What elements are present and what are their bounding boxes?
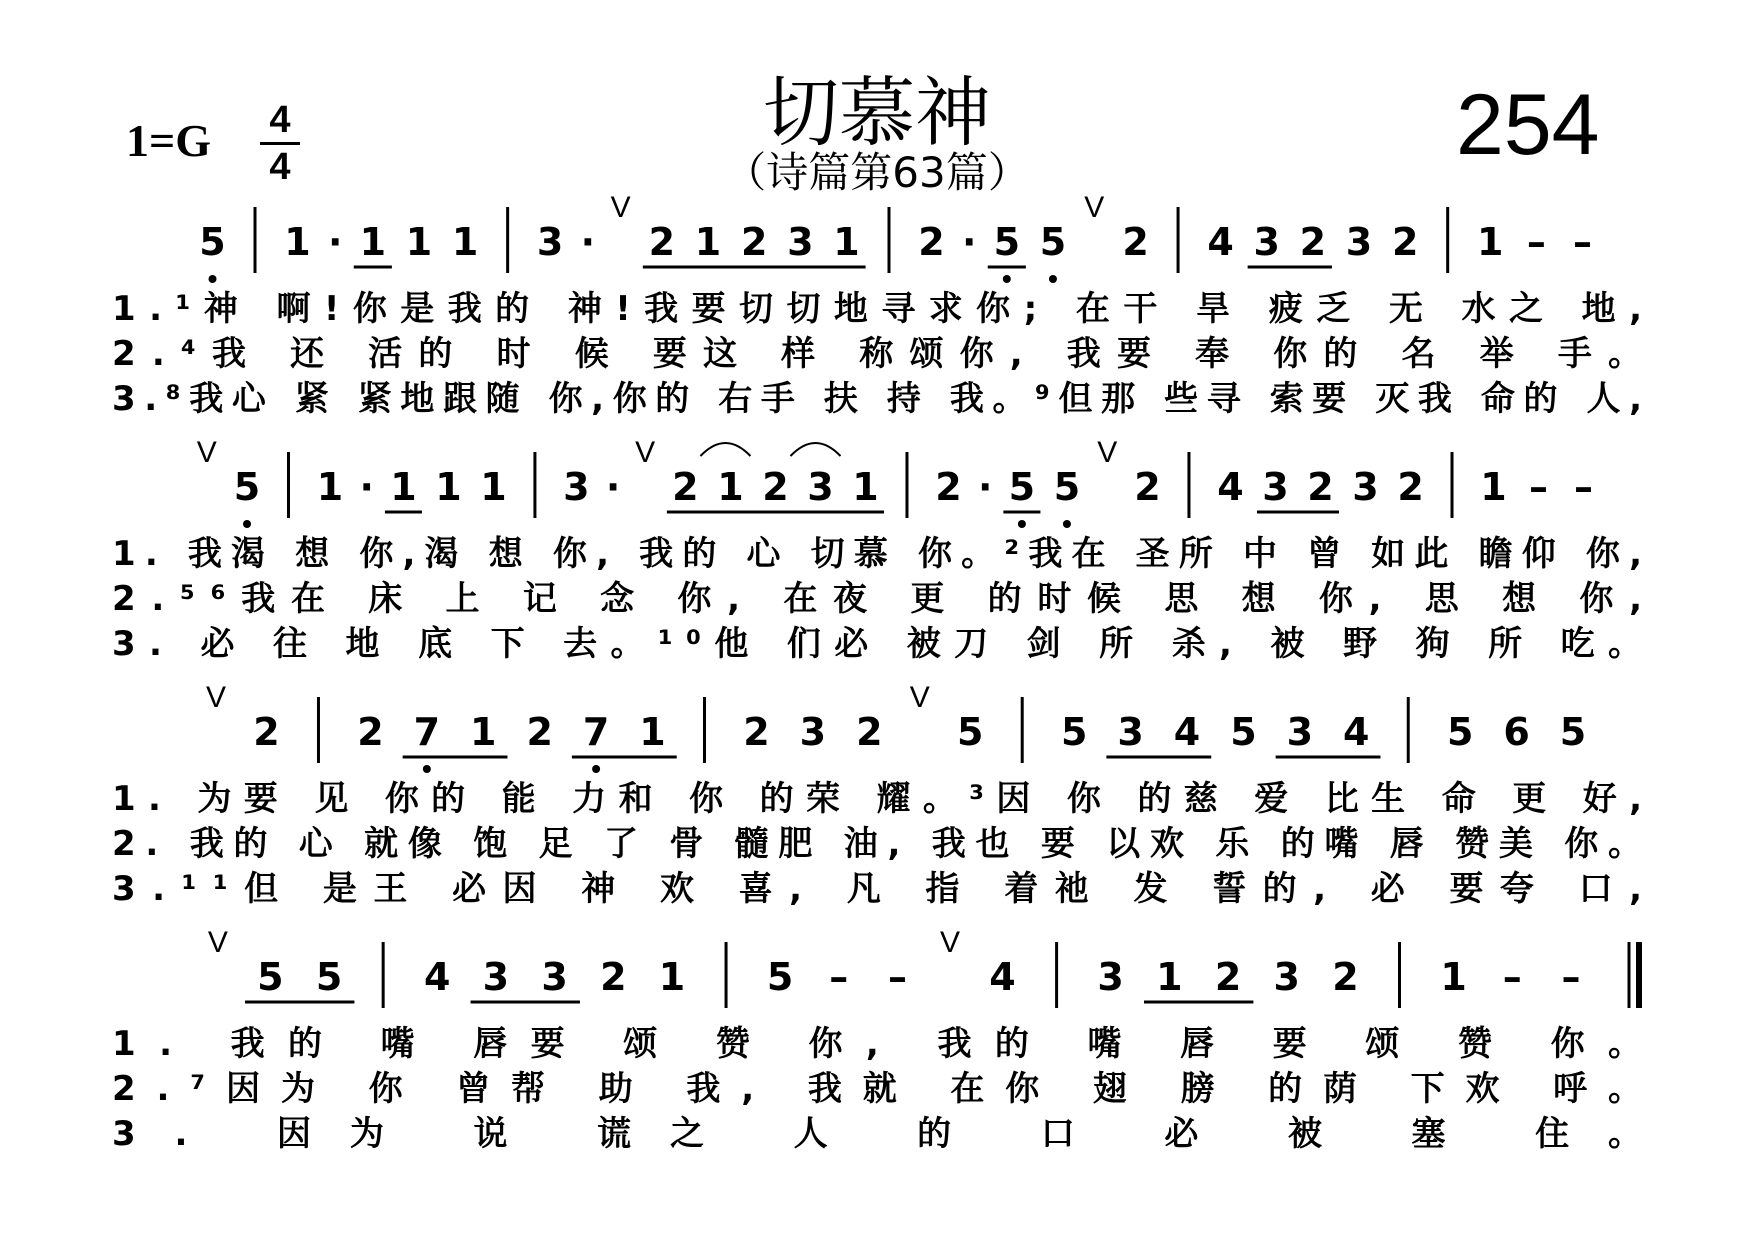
note: 2 <box>253 710 280 754</box>
song-title: 切慕神 <box>763 68 991 157</box>
note: 2 <box>740 220 768 264</box>
dash-mark: – <box>1574 465 1594 509</box>
dash-mark: – <box>1526 220 1546 264</box>
note: 1 <box>1476 220 1504 264</box>
note: 1 <box>852 465 879 509</box>
note: 1 <box>284 220 311 264</box>
note: 1 <box>359 220 387 264</box>
note: 4 <box>1207 220 1234 264</box>
dot-mark: · <box>977 465 993 509</box>
note: 3 <box>541 955 568 999</box>
dash-mark: – <box>1572 220 1592 264</box>
note: 7 <box>582 710 610 754</box>
note: 1 <box>435 465 462 509</box>
octave-dot <box>423 765 431 773</box>
dash-mark: – <box>1502 955 1522 999</box>
breath-mark: V <box>1097 436 1118 469</box>
lyric-line: 1. 我渴 想 你,渴 想 你, 我的 心 切慕 你。²我在 圣所 中 曾 如此 瞻仰 你, <box>112 534 1642 574</box>
note: 2 <box>600 955 627 999</box>
note: 5 <box>993 220 1021 264</box>
note: 2 <box>918 220 945 264</box>
note: 5 <box>257 955 284 999</box>
note: 5 <box>1559 710 1587 754</box>
note: 2 <box>1214 955 1242 999</box>
note: 2 <box>648 220 676 264</box>
note: 5 <box>233 465 261 509</box>
note: 5 <box>766 955 794 999</box>
song-subtitle: （诗篇第63篇） <box>724 148 1030 197</box>
note: 2 <box>1307 465 1334 509</box>
note: 5 <box>1039 220 1067 264</box>
note: 5 <box>1053 465 1081 509</box>
note: 3 <box>787 220 814 264</box>
note: 2 <box>743 710 770 754</box>
breath-mark: V <box>1084 191 1105 224</box>
note: 1 <box>658 955 686 999</box>
breath-mark: V <box>940 926 961 959</box>
tie-arc <box>700 443 750 456</box>
note: 2 <box>357 710 384 754</box>
note: 1 <box>1480 465 1507 509</box>
breath-mark: V <box>207 926 228 959</box>
note: 5 <box>1446 710 1474 754</box>
time-signature-bottom: 4 <box>269 146 291 188</box>
note: 2 <box>1391 220 1419 264</box>
octave-dot <box>1063 520 1071 528</box>
hymn-number: 254 <box>1456 77 1600 173</box>
time-signature-top: 4 <box>269 99 291 141</box>
note: 1 <box>1156 955 1183 999</box>
note: 1 <box>316 465 344 509</box>
note: 3 <box>1352 465 1379 509</box>
note: 1 <box>694 220 722 264</box>
breath-mark: V <box>635 436 656 469</box>
note: 2 <box>1122 220 1149 264</box>
lyric-line: 1. 我的 嘴 唇要 颂 赞 你, 我的 嘴 唇 要 颂 赞 你。 <box>112 1024 1642 1064</box>
lyric-line: 3.¹¹但 是王 必因 神 欢 喜, 凡 指 着祂 发 誓的, 必 要夸 口, <box>112 869 1642 909</box>
lyric-line: 2. 我的 心 就像 饱 足 了 骨 髓肥 油, 我也 要 以欢 乐 的嘴 唇 赞美 你。 <box>112 824 1642 864</box>
key-signature: 1=G <box>126 115 211 166</box>
note: 3 <box>482 955 510 999</box>
note: 3 <box>1286 710 1314 754</box>
note: 4 <box>423 955 451 999</box>
octave-dot <box>209 275 217 283</box>
lyric-line: 2.⁵⁶我在 床 上 记 念 你, 在夜 更 的时候 思 想 你, 思 想 你, <box>112 579 1642 619</box>
lyric-line: 2.⁴我 还 活的 时 候 要这 样 称颂你, 我要 奉 你的 名 举 手。 <box>112 334 1643 374</box>
note: 2 <box>1332 955 1359 999</box>
dash-mark: – <box>829 955 849 999</box>
lyric-line: 1. 为要 见 你的 能 力和 你 的荣 耀。³因 你 的慈 爱 比生 命 更 好, <box>112 779 1643 819</box>
note: 2 <box>1299 220 1327 264</box>
note: 2 <box>856 710 883 754</box>
note: 3 <box>1273 955 1300 999</box>
lyric-line: 3. 必 往 地 底 下 去。¹⁰他 们必 被刀 剑 所 杀, 被 野 狗 所 吃。 <box>112 624 1642 664</box>
note: 1 <box>405 220 433 264</box>
octave-dot <box>1018 520 1026 528</box>
note: 5 <box>957 710 984 754</box>
note: 2 <box>526 710 553 754</box>
tie-arc <box>790 443 840 456</box>
breath-mark: V <box>206 681 227 714</box>
note: 3 <box>536 220 564 264</box>
note: 7 <box>413 710 441 754</box>
dot-mark: · <box>605 465 621 509</box>
breath-mark: V <box>909 681 930 714</box>
dash-mark: – <box>1561 955 1581 999</box>
lyric-line: 2.⁷因为 你 曾帮 助 我, 我就 在你 翅 膀 的荫 下欢 呼。 <box>112 1069 1642 1109</box>
note: 1 <box>717 465 744 509</box>
note: 3 <box>1262 465 1289 509</box>
breath-mark: V <box>610 191 631 224</box>
note: 5 <box>1008 465 1036 509</box>
note: 6 <box>1503 710 1530 754</box>
note: 4 <box>1217 465 1244 509</box>
note: 3 <box>563 465 590 509</box>
note: 5 <box>1060 710 1088 754</box>
note: 1 <box>833 220 860 264</box>
note: 4 <box>989 955 1016 999</box>
lyric-line: 3. 因为 说 谎之 人 的 口 必 被 塞 住。 <box>112 1114 1643 1154</box>
lyric-line: 3.⁸我心 紧 紧地跟随 你,你的 右手 扶 持 我。⁹但那 些寻 索要 灭我 命的 人, <box>112 379 1642 419</box>
dash-mark: – <box>1529 465 1549 509</box>
note: 1 <box>639 710 666 754</box>
note: 5 <box>315 955 343 999</box>
dot-mark: · <box>327 220 343 264</box>
note: 3 <box>1253 220 1280 264</box>
octave-dot <box>1049 275 1057 283</box>
dot-mark: · <box>961 220 977 264</box>
breath-mark: V <box>196 436 217 469</box>
note: 2 <box>935 465 962 509</box>
note: 5 <box>199 220 226 264</box>
octave-dot <box>1003 275 1011 283</box>
note: 2 <box>1397 465 1424 509</box>
note: 1 <box>451 220 479 264</box>
note: 1 <box>480 465 507 509</box>
octave-dot <box>592 765 600 773</box>
dot-mark: · <box>580 220 596 264</box>
dash-mark: – <box>888 955 907 999</box>
note: 3 <box>1117 710 1144 754</box>
note: 1 <box>390 465 417 509</box>
note: 2 <box>1134 465 1161 509</box>
note: 5 <box>1230 710 1257 754</box>
note: 2 <box>762 465 789 509</box>
note: 3 <box>799 710 827 754</box>
note: 2 <box>672 465 699 509</box>
note: 3 <box>807 465 834 509</box>
note: 1 <box>1440 955 1467 999</box>
octave-dot <box>243 520 251 528</box>
note: 3 <box>1097 955 1124 999</box>
note: 4 <box>1173 710 1201 754</box>
lyric-line: 1.¹神 啊!你是我的 神!我要切切地寻求你; 在干 旱 疲乏 无 水之 地, <box>112 289 1643 329</box>
note: 4 <box>1343 710 1370 754</box>
dot-mark: · <box>359 465 374 509</box>
note: 3 <box>1345 220 1373 264</box>
note: 1 <box>470 710 497 754</box>
